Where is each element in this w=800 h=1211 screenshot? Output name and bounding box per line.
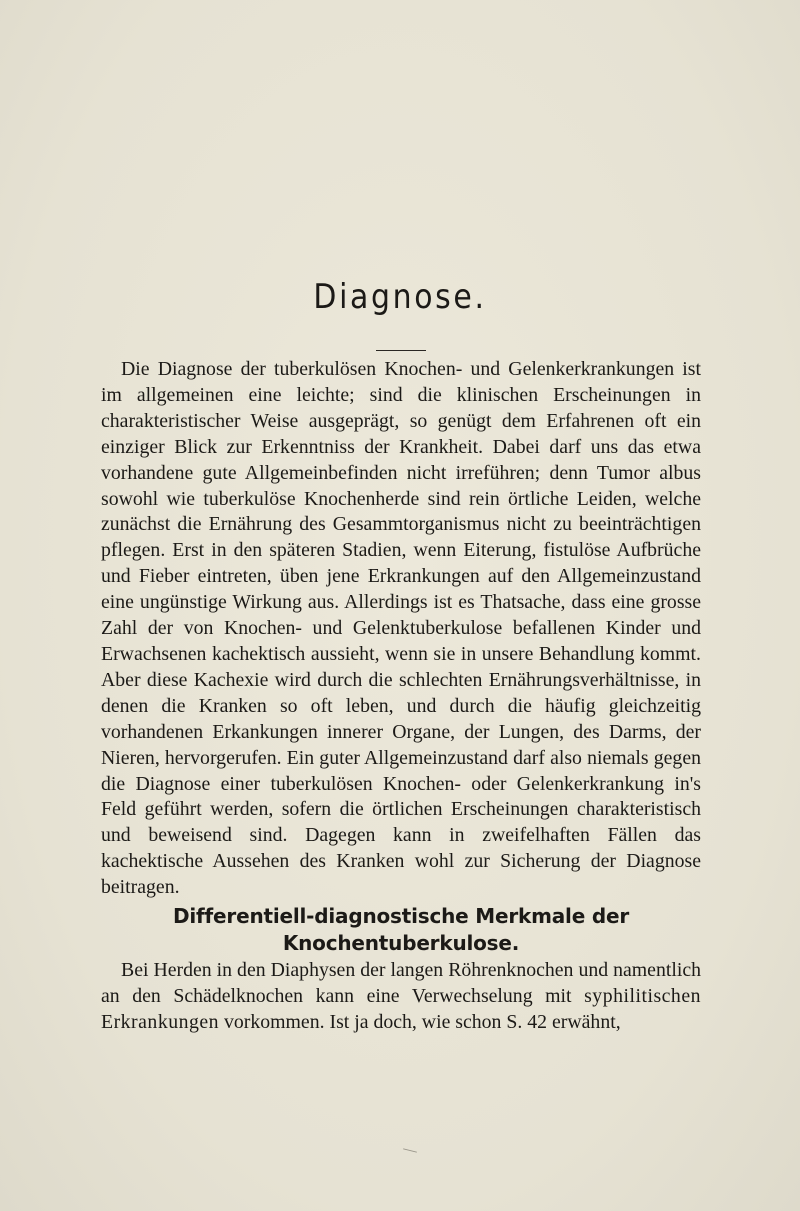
section-heading: Differentiell-diagnostische Merkmale der Knochentuberkulose. [173, 904, 629, 955]
paragraph-2-emphasis: syphilitischen Erkrankungen [101, 984, 701, 1033]
title-divider [376, 350, 426, 351]
ink-mark [403, 1148, 417, 1152]
paragraph-2-start: Bei Herden in den Diaphysen der langen Röhrenknochen und namentlich an den Schädelknochen kann eine Verwechselung mit [101, 959, 701, 1007]
body-paragraph-1: Die Diagnose der tuberkulösen Knochen- und Gelenkerkrankungen ist im allgemeinen eine leichte; sind die klinischen Erscheinungen in charakteristischer Weise ausgeprägt, so genügt dem Erfahrenen oft ein einziger Blick zur Erkenntniss der Krankheit. Dabei darf uns das etwa vorhandene gute Allgemeinbefinden nicht irreführen; denn Tumor albus sowohl wie tuberkulöse Knochenherde sind rein örtliche Leiden, welche zunächst die Ernährung des Gesammtorganismus nicht zu beeinträchtigen pflegen. Erst in den späteren Stadien, wenn Eiterung, fistulöse Aufbrüche und Fieber eintreten, üben jene Erkrankungen auf den Allgemeinzustand eine ungünstige Wirkung aus. Allerdings ist es Thatsache, dass eine grosse Zahl der von Knochen- und Gelenktuberkulose befallenen Kinder und Erwachsenen kachektisch aussieht, wenn sie in unsere Behandlung kommt. Aber diese Kachexie wird durch die schlechten Ernährungsverhältnisse, in denen die Kranken so oft leben, und durch die häufig gleichzeitig vorhandenen Erkankungen innerer Organe, der Lungen, des Darms, der Nieren, hervorgerufen. Ein guter Allgemeinzustand darf also niemals gegen die Diagnose einer tuberkulösen Knochen- oder Gelenkerkrankung in's Feld geführt werden, sofern die örtlichen Erscheinungen charakteristisch und beweisend sind. Dagegen kann in zweifelhaften Fällen das kachektische Aussehen des Kranken wohl zur Sicherung der Diagnose beitragen. [101, 358, 701, 899]
body-paragraph-2 [101, 958, 701, 1036]
page-title: Diagnose. [313, 277, 487, 317]
paragraph-2-end: vorkommen. Ist ja doch, wie schon S. 42 erwähnt, [219, 1010, 621, 1033]
